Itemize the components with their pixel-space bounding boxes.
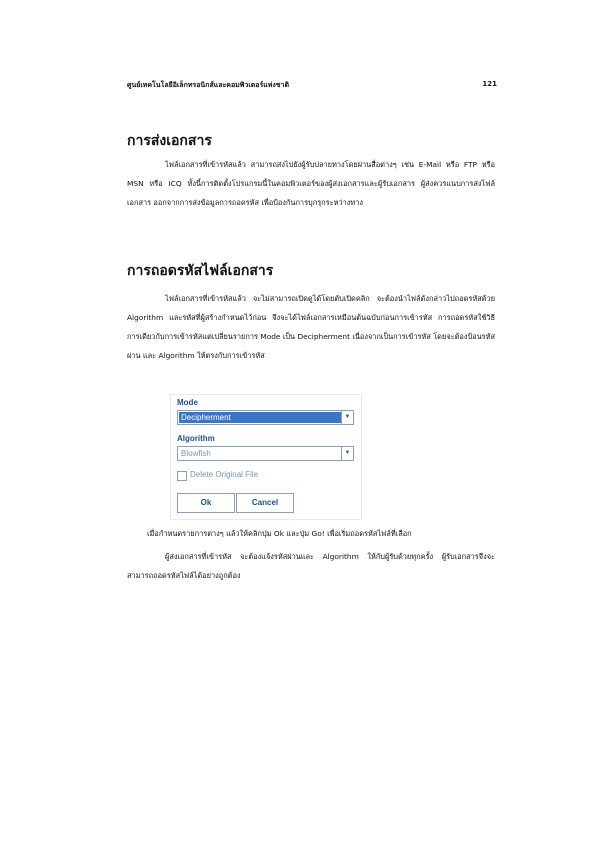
delete-original-checkbox[interactable] — [177, 471, 187, 481]
instruction-line: เมื่อกำหนดรายการต่างๆ แล้วให้คลิกปุ่ม Ok และปุ่ม Go! เพื่อเริ่มถอดรหัสไฟล์ที่เลือก — [147, 529, 412, 538]
ok-button[interactable]: Ok — [177, 493, 235, 513]
header-title: ศูนย์เทคโนโลยีอิเล็กทรอนิกส์และคอมพิวเตอร์แห่งชาติ — [127, 81, 289, 89]
paragraph-closing: ผู้ส่งเอกสารที่เข้ารหัส จะต้องแจ้งรหัสผ่านและ Algorithm ให้กับผู้รับด้วยทุกครั้ง ผู้รับเอกสารจึงจะสามารถถอดรหัสไฟล์ได้อย่างถูกต้อง — [127, 552, 495, 580]
chevron-down-icon[interactable]: ▼ — [341, 447, 353, 460]
cancel-button[interactable]: Cancel — [236, 493, 294, 513]
delete-original-label: Delete Original File — [190, 470, 259, 479]
chevron-down-icon[interactable]: ▼ — [341, 411, 353, 424]
algorithm-label: Algorithm — [177, 434, 215, 443]
section-heading-decrypt: การถอดรหัสไฟล์เอกสาร — [127, 263, 274, 279]
paragraph-decrypt: ไฟล์เอกสารที่เข้ารหัสแล้ว จะไม่สามารถเปิดดูได้โดยตับเปิดคลิก จะต้องนำไฟล์ดังกล่าวไปถอดรหัสด้วย Algorithm และรหัสที่ผู้สร้างกำหนดไว้ก่อน จึงจะได้ไฟล์เอกสารเหมือนต้นฉบับก่อนการเข้ารหัส การถอดรหัสใช้วิธีการเดียวกับการเข้ารหัสแต่เปลี่ยนรายการ Mode เป็น Decipherment เนื่องจากเป็นการเข้ารหัส โดยจะต้องป้อนรหัสผ่าน และ Algorithm ให้ตรงกับการเข้ารหัส — [127, 294, 495, 360]
algorithm-select[interactable] — [177, 446, 354, 461]
decrypt-dialog — [170, 394, 362, 520]
page-number: 121 — [482, 80, 497, 88]
paragraph-sending: ไฟล์เอกสารที่เข้ารหัสแล้ว สามารถส่งไปยังผู้รับปลายทางโดยผ่านสื่อต่างๆ เช่น E-Mail หรือ FTP หรือ MSN หรือ ICQ ทั้งนี้การติดตั้งโปรแกรมนี้ในคอมพิวเตอร์ของผู้ส่งเอกสารและผู้รับเอกสาร ผู้ส่งควรแนบการส่งไฟล์เอกสาร ออกจากการส่งข้อมูลการถอดรหัส เพื่อป้องกันการบุกรุกระหว่างทาง — [127, 160, 495, 207]
algorithm-value: Blowfish — [181, 449, 211, 458]
mode-value: Decipherment — [181, 413, 231, 422]
mode-label: Mode — [177, 398, 198, 407]
section-heading-sending: การส่งเอกสาร — [127, 133, 212, 149]
page-header — [127, 80, 497, 96]
mode-select[interactable] — [177, 410, 354, 425]
